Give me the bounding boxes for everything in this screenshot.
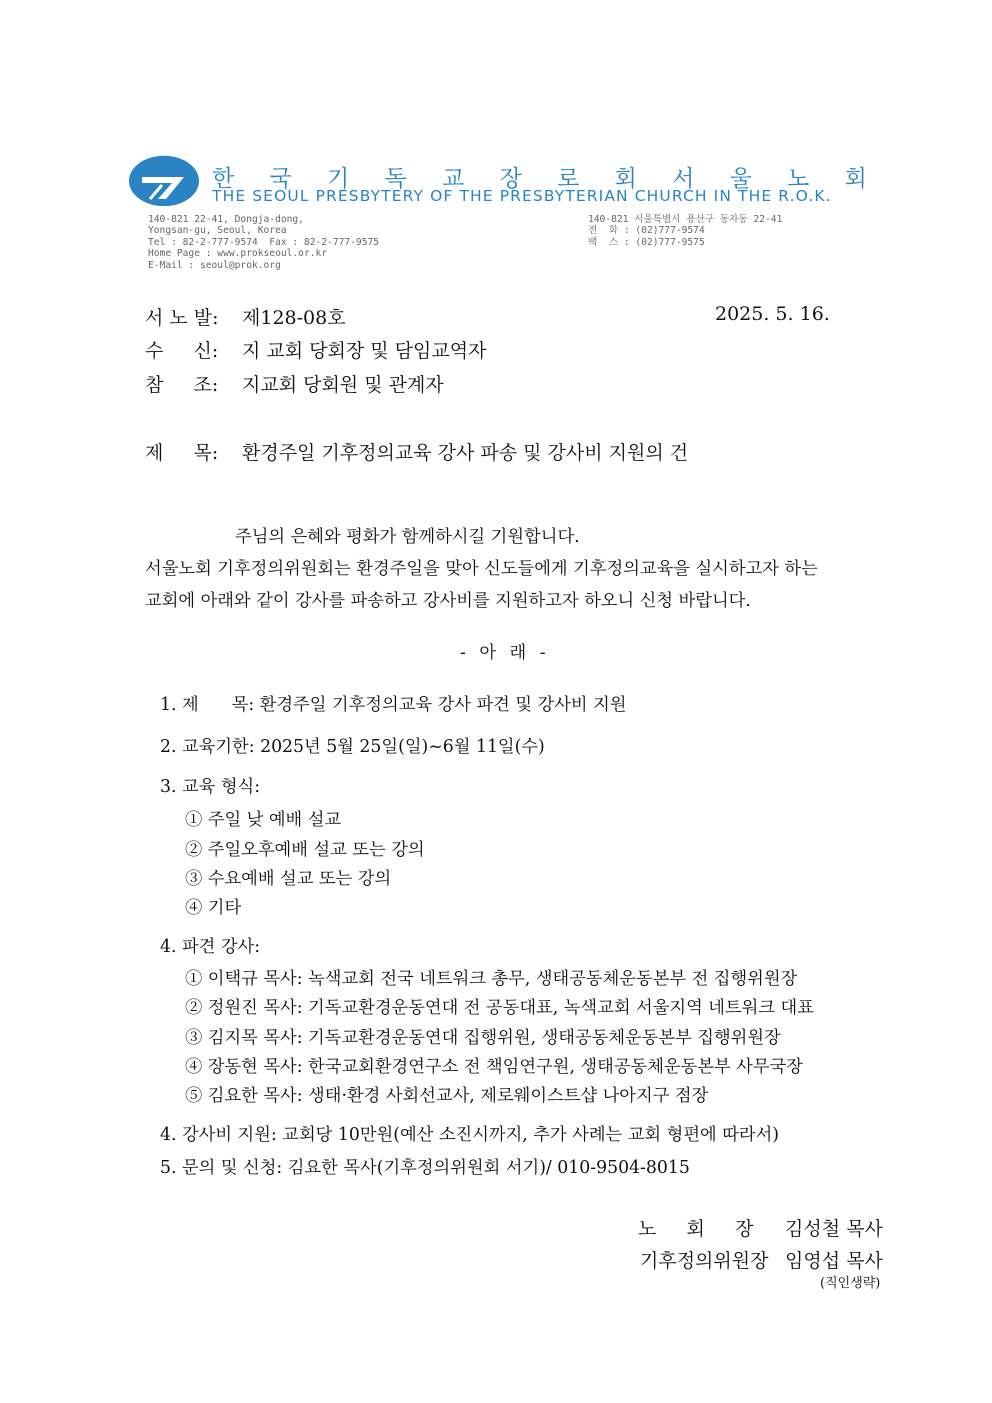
address-line: 전 화 : (02)777-9574 — [588, 225, 705, 237]
name-char: 서 — [672, 166, 695, 192]
signature-name: 김성철 목사 — [785, 1218, 883, 1240]
item-subject: 1. 제 목: 환경주일 기후정의교육 강사 파견 및 강사비 지원 — [160, 695, 627, 715]
name-char: 기 — [327, 166, 350, 192]
greeting: 주님의 은혜와 평화가 함께하시길 기원합니다. — [235, 527, 580, 547]
address-line: 팩 스 : (02)777-9575 — [588, 236, 705, 248]
address-line: 140-821 22-41, Dongja-dong, — [148, 214, 304, 225]
lecturer-entry: ③ 김지목 목사: 기독교환경운동연대 집행위원, 생태공동체운동본부 집행위원장 — [185, 1028, 781, 1048]
name-char: 독 — [384, 166, 407, 192]
lecturer-entry: ② 정원진 목사: 기독교환경운동연대 전 공동대표, 녹색교회 서울지역 네트워크 대표 — [185, 998, 814, 1018]
signature-title: 노 회 장 — [638, 1218, 754, 1240]
name-char: 울 — [729, 166, 752, 192]
presbytery-logo-icon — [128, 155, 200, 207]
subject: 환경주일 기후정의교육 강사 파송 및 강사비 지원의 건 — [242, 442, 689, 464]
item-fee: 4. 강사비 지원: 교회당 10만원(예산 소진시까지, 추가 사례는 교회 형편에 따라서) — [160, 1125, 780, 1145]
lecturer-entry: ① 이택규 목사: 녹색교회 전국 네트워크 총무, 생태공동체운동본부 전 집행위원장 — [185, 969, 798, 989]
address-en — [148, 214, 379, 271]
address-line: Tel : 82-2-777-9574 Fax : 82-2-777-9575 — [148, 236, 380, 248]
format-option: ① 주일 낮 예배 설교 — [185, 810, 342, 830]
item-lecturers: 4. 파견 강사: — [160, 937, 261, 957]
name-char: 회 — [614, 166, 637, 192]
address-line: 140-821 서울특별시 용산구 동자동 22-41 — [588, 214, 783, 225]
name-char: 회 — [844, 166, 867, 192]
doc-number-line — [145, 303, 346, 330]
presbytery-name-en: THE SEOUL PRESBYTERY OF THE PRESBYTERIAN CHURCH IN THE R.O.K. — [212, 187, 832, 205]
name-char: 노 — [787, 166, 810, 192]
address-kr — [588, 214, 782, 248]
item-period: 2. 교육기한: 2025년 5월 25일(일)~6월 11일(수) — [160, 737, 545, 757]
below-heading: - 아 래 - — [460, 643, 550, 663]
cc-line — [145, 370, 444, 397]
subject-line — [145, 438, 688, 465]
name-char: 로 — [557, 166, 580, 192]
address-line: E-Mail : seoul@prok.org — [148, 259, 281, 271]
format-option: ④ 기타 — [185, 898, 242, 918]
body-paragraph-line: 서울노회 기후정의위원회는 환경주일을 맞아 신도들에게 기후정의교육을 실시하고자 하는 — [145, 559, 818, 579]
recipient-label: 수 신: — [145, 340, 219, 362]
cc: 지교회 당회원 및 관계자 — [242, 374, 444, 396]
signature-name: 임영섭 목사 — [785, 1250, 883, 1272]
lecturer-entry: ④ 장동현 목사: 한국교회환경연구소 전 책임연구원, 생태공동체운동본부 사무국장 — [185, 1057, 803, 1077]
item-format: 3. 교육 형식: — [160, 777, 261, 797]
address-line: Home Page : www.prokseoul.or.kr — [148, 248, 328, 260]
doc-number-label: 서 노 발: — [145, 307, 219, 329]
lecturer-entry: ⑤ 김요한 목사: 생태·환경 사회선교사, 제로웨이스트샵 나아지구 점장 — [185, 1086, 709, 1106]
name-char: 국 — [269, 166, 292, 192]
signature-title: 기후정의위원장 — [640, 1250, 769, 1272]
seal-omitted-note: (직인생략) — [820, 1276, 881, 1291]
name-char: 한 — [212, 166, 235, 192]
name-char: 장 — [499, 166, 522, 192]
item-contact: 5. 문의 및 신청: 김요한 목사(기후정의위원회 서기)/ 010-9504-8015 — [160, 1158, 690, 1178]
format-option: ③ 수요예배 설교 또는 강의 — [185, 869, 392, 889]
subject-label: 제 목: — [145, 442, 219, 464]
address-line: Yongsan-gu, Seoul, Korea — [148, 225, 287, 237]
recipient: 지 교회 당회장 및 담임교역자 — [242, 340, 487, 362]
doc-date: 2025. 5. 16. — [715, 303, 830, 325]
recipient-line — [145, 336, 486, 363]
body-paragraph-line: 교회에 아래와 같이 강사를 파송하고 강사비를 지원하고자 하오니 신청 바랍니다. — [145, 591, 751, 611]
cc-label: 참 조: — [145, 374, 219, 396]
format-option: ② 주일오후예배 설교 또는 강의 — [185, 840, 425, 860]
name-char: 교 — [442, 166, 465, 192]
doc-number: 제128-08호 — [242, 307, 346, 329]
